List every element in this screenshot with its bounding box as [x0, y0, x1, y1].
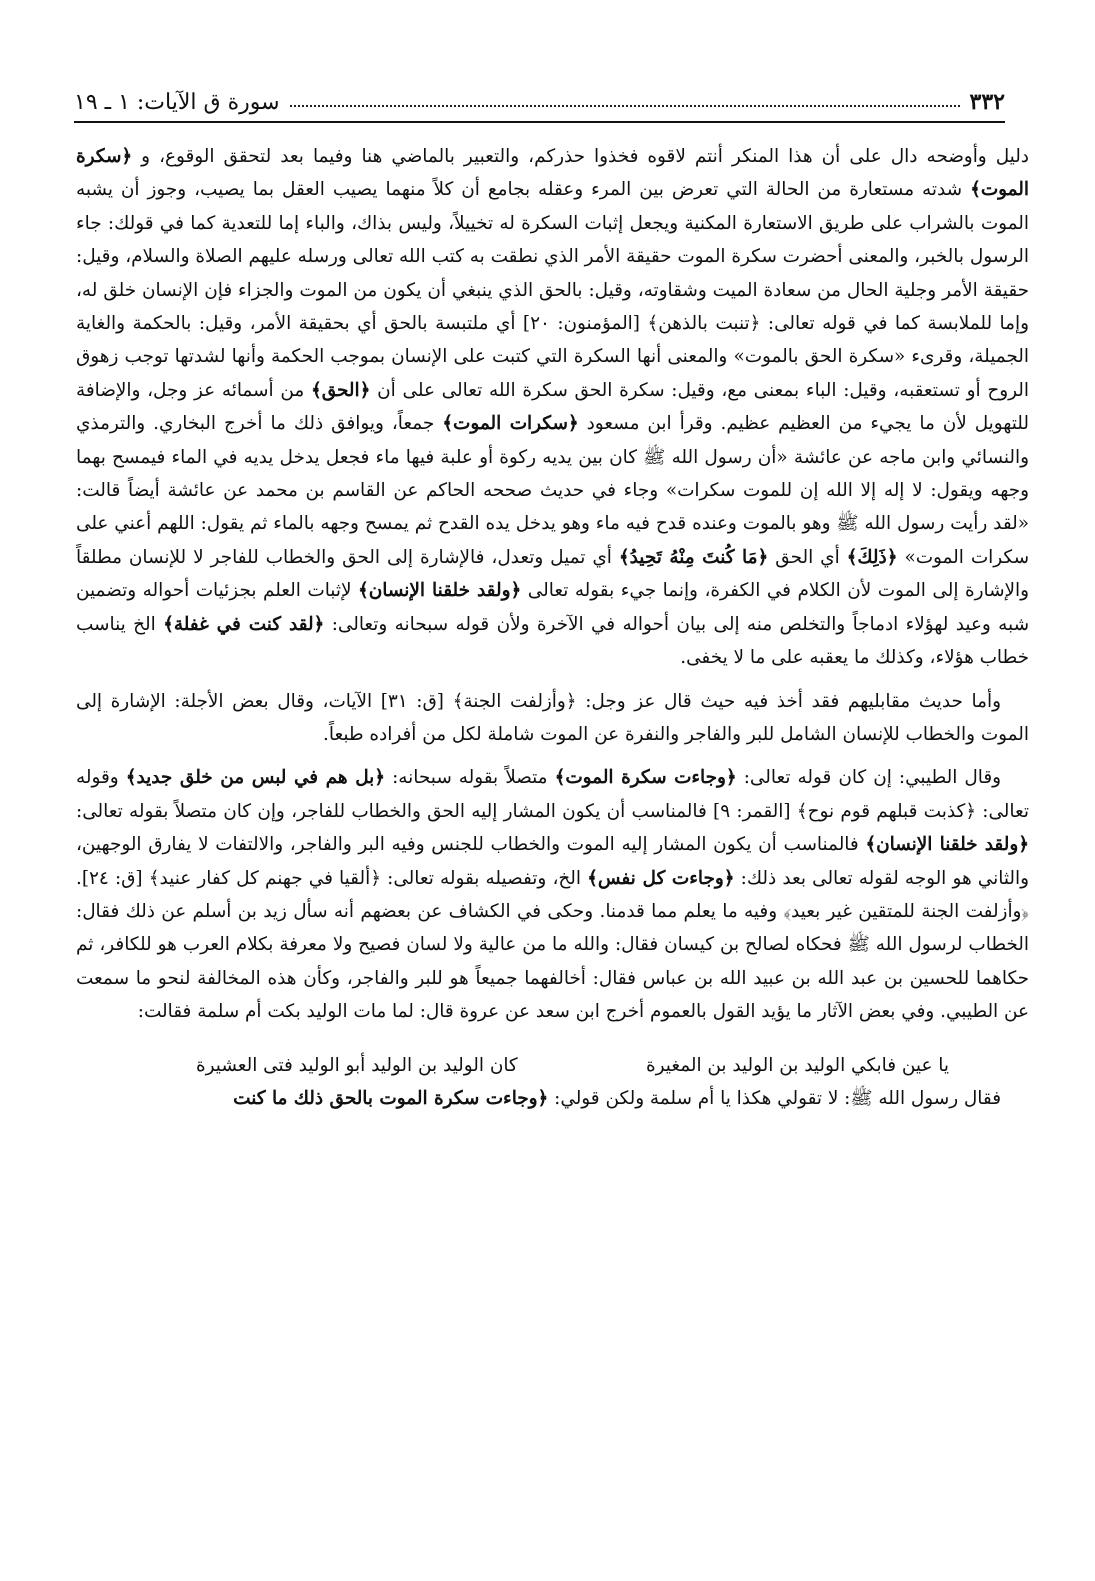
paragraph-3: [76, 761, 1029, 1028]
quran-quote: ﴿وجاءت كل نفس﴾: [587, 867, 735, 889]
quran-quote: ﴿وجاءت سكرة الموت بالحق ذلك ما كنت: [233, 1087, 549, 1109]
text-run: متصلاً بقوله سبحانه:: [385, 767, 555, 789]
paragraph-2: [76, 685, 1029, 752]
text-run: فالمناسب أن يكون المشار إليه الموت والخطاب للجنس وفيه البر والفاجر، والالتفات لا يفارق الوجهين، والثاني هو الوجه لقوله تعالى بعد ذلك:: [76, 834, 1029, 889]
text-run: فقال رسول الله ﷺ: لا تقولي هكذا يا أم سلمة ولكن قولي:: [548, 1087, 1001, 1109]
running-title: سورة ق الآيات: ١ ـ ١٩: [74, 89, 280, 115]
quran-quote: ﴿وجاءت سكرة الموت﴾: [554, 767, 737, 789]
text-run: الخ يناسب خطاب هؤلاء، وكذلك ما يعقبه على ما لا يخفى.: [76, 613, 1029, 669]
page-number: ٣٣٢: [969, 89, 1005, 115]
text-run: الخ، وتفصيله بقوله تعالى: ﴿ألقيا في جهنم كل كفار عنيد﴾ [ق: ٢٤]. ﴿وأزلفت الجنة للمتقين غير بعيد﴾ وفيه ما يعلم مما قدمنا. وحكى في الكشاف عن بعضهم أنه سأل زيد بن أسلم عن ذلك فقال: الخطاب لرسول الله ﷺ فحكاه لصالح بن كيسان فقال: والله ما من عالية ولا لسان فصيح ولا معرفة بكلام العرب هو للكافر، ثم حكاهما للحسين بن عبد الله بن عبيد الله بن عباس فقال: أخالفهما جميعاً هو للبر والفاجر، وكأن هذه المخالفة لنحو ما سمعت عن الطيبي. وفي بعض الآثار ما يؤيد القول بالعموم أخرج ابن سعد عن عروة قال: لما مات الوليد بكت أم سلمة فقالت:: [76, 867, 1029, 1023]
page-body: [76, 140, 1029, 1115]
text-run: لإثبات العلم بجزئيات أحواله وتضمين شبه وعيد لهؤلاء ادماجاً والتخلص منه إلى بيان أحواله في الآخرة ولأن قوله سبحانه وتعالى:: [76, 580, 1029, 635]
quran-quote: ﴿ولقد خلقنا الإنسان﴾: [357, 580, 522, 602]
verse-hemistich-left: كان الوليد بن الوليد أبو الوليد فتى العشيرة: [196, 1054, 518, 1076]
text-run: أي الحق: [768, 546, 847, 568]
quran-quote: ﴿ولقد خلقنا الإنسان﴾: [865, 834, 1029, 856]
header-rule: [74, 121, 1005, 123]
text-run: وأما حديث مقابليهم فقد أخذ فيه حيث قال عز وجل: ﴿وأزلفت الجنة﴾ [ق: ٣١] الآيات، وقال بعض الأجلة: الإشارة إلى الموت والخطاب للإنسان الشامل للبر والفاجر والنفرة عن الموت شاملة لكل من أفراده طبعاً.: [76, 690, 1029, 745]
text-run: وقال الطيبي: إن كان قوله تعالى:: [736, 767, 1002, 789]
text-run: أي تميل وتعدل، فالإشارة إلى الحق والخطاب للفاجر لا للإنسان مطلقاً والإشارة إلى الموت لأن الكلام في الكفرة، وإنما جيء بقوله تعالى: [76, 546, 1029, 602]
quran-quote: ﴿بل هم في لبس من خلق جديد﴾: [125, 767, 386, 789]
text-run: دليل وأوضحه دال على أن هذا المنكر أنتم لاقوه فخذوا حذركم، والتعبير بالماضي هنا وفيما بعد لتحقق الوقوع، و: [132, 146, 1029, 167]
paragraph-1: [76, 140, 1029, 675]
quran-quote: ﴿ذَلِكَ﴾: [846, 546, 898, 568]
quran-quote: ﴿الحق﴾: [310, 379, 371, 401]
header-dot-leader: [290, 105, 960, 107]
quran-quote: ﴿مَا كُنتَ مِنْهُ تَحِيدُ﴾: [618, 546, 769, 568]
text-run: من أسمائه عز وجل، والإضافة للتهويل لأن ما يجيء من العظيم عظيم. وقرأ ابن مسعود: [76, 379, 1029, 435]
text-run: وقوله تعالى: ﴿كذبت قبلهم قوم نوح﴾ [القمر: ٩] فالمناسب أن يكون المشار إليه الحق والخطاب للفاجر، وإن كان متصلاً بقوله تعالى:: [76, 767, 1029, 822]
quran-quote: ﴿لقد كنت في غفلة﴾: [163, 613, 325, 635]
paragraph-last: [76, 1082, 1029, 1115]
quran-quote: ﴿سكرات الموت﴾: [442, 413, 579, 435]
verse-hemistich-right: يا عين فابكي الوليد بن الوليد بن المغيرة: [646, 1054, 949, 1076]
text-run: شدته مستعارة من الحالة التي تعرض بين المرء وعقله بجامع أن كلاً منهما يصيب العقل بما يصيب، وجوز أن يشبه الموت بالشراب على طريق الاستعارة المكنية ويجعل إثبات السكرة له تخييلاً، وليس بذاك، والباء إما للتعدية كما في قولك: جاء الرسول بالخبر، والمعنى أحضرت سكرة الموت حقيقة الأمر الذي نطقت به كتب الله تعالى ورسله عليهم الصلاة والسلام، وقيل: حقيقة الأمر وجلية الحال من سعادة الميت وشقاوته، وقيل: بالحق الذي ينبغي أن يكون من الموت والجزاء فإن الإنسان خلق له، وإما للملابسة كما في قوله تعالى: ﴿تنبت بالذهن﴾ [المؤمنون: ٢٠] أي ملتبسة بالحق أي بحقيقة الأمر، وقيل: بالحكمة والغاية الجميلة، وقرىء «سكرة الحق بالموت» والمعنى أنها السكرة التي كتبت على الإنسان بموجب الحكمة وأنها لشدتها توجب زهوق الروح أو تستعقبه، وقيل: الباء بمعنى مع، وقيل: سكرة الحق سكرة الله تعالى على أن: [76, 179, 1030, 401]
quran-quote: ﴿سكرة الموت﴾: [76, 146, 1029, 201]
text-run: جمعاً، ويوافق ذلك ما أخرج البخاري. والترمذي والنسائي وابن ماجه عن عائشة «أن رسول الله ﷺ كان بين يديه ركوة أو علبة فيها ماء فجعل يدخل يديه في الماء فيمسح بهما وجهه ويقول: لا إله إلا الله إن للموت سكرات» وجاء في حديث صححه الحاكم عن القاسم بن محمد عن عائشة أيضاً قالت: «لقد رأيت رسول الله ﷺ وهو بالموت وعنده قدح فيه ماء وهو يدخل يده القدح ثم يمسح وجهه بالماء ثم يقول: اللهم أعني على سكرات الموت»: [76, 413, 1029, 568]
poetry-verse: [76, 1043, 1029, 1082]
running-header: [74, 86, 1005, 118]
